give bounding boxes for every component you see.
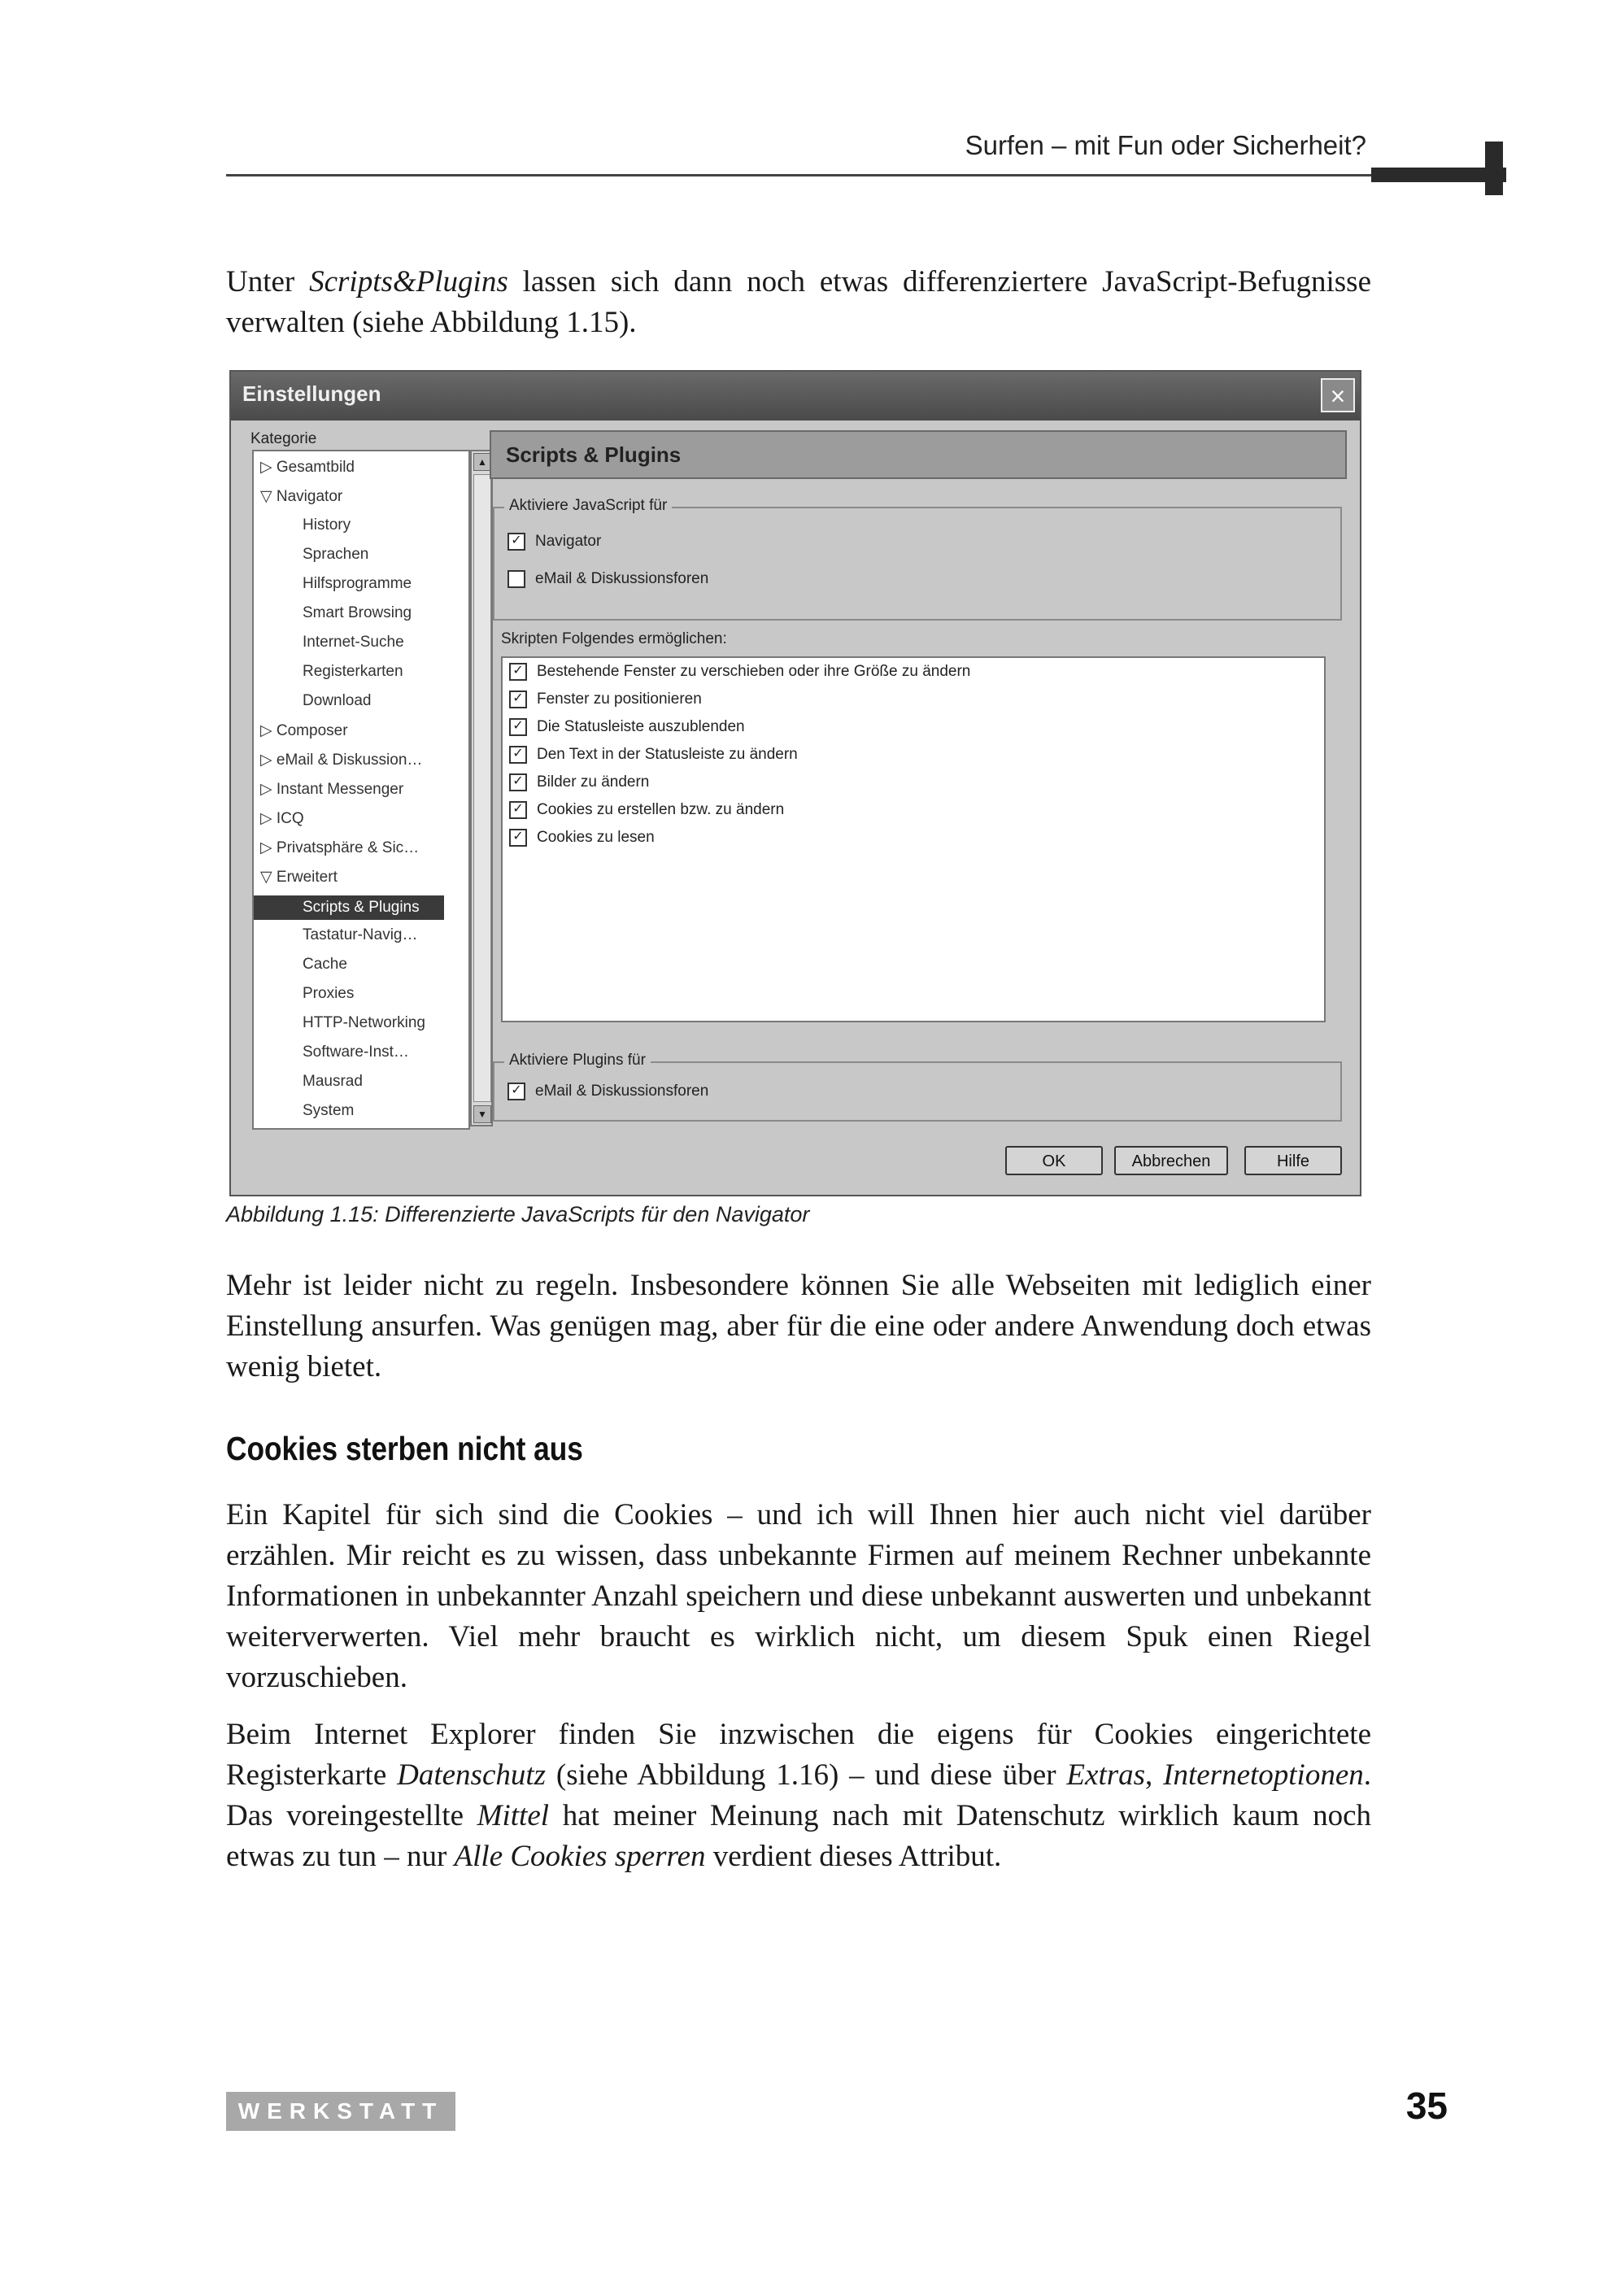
tree-item-gesamtbild[interactable]: ▷ Gesamtbild bbox=[260, 459, 355, 476]
js-email-option[interactable]: eMail & Diskussionsforen bbox=[507, 570, 708, 588]
tree-item-privacy[interactable]: ▷ Privatsphäre & Sic… bbox=[260, 839, 420, 856]
checkbox-images[interactable]: ✓ bbox=[509, 773, 527, 791]
javascript-group-label: Aktiviere JavaScript für bbox=[504, 497, 672, 515]
tree-item-proxies[interactable]: Proxies bbox=[303, 985, 355, 1002]
panel-title: Scripts & Plugins bbox=[506, 442, 682, 467]
script-option[interactable]: ✓ Cookies zu lesen bbox=[509, 829, 655, 847]
tree-item-download[interactable]: Download bbox=[303, 692, 372, 709]
tree-item-mausrad[interactable]: Mausrad bbox=[303, 1073, 363, 1090]
script-option[interactable]: ✓ Fenster zu positionieren bbox=[509, 691, 702, 708]
cancel-button[interactable]: Abbrechen bbox=[1114, 1146, 1228, 1175]
script-option[interactable]: ✓ Bestehende Fenster zu verschieben oder ihre Größe zu ändern bbox=[509, 663, 970, 681]
page-number: 35 bbox=[1405, 2085, 1448, 2127]
cookies-paragraph-2: Beim Internet Explorer finden Sie inzwischen die eigens für Cookies eingerichtete Registerkarte Datenschutz (siehe Abbildung 1.16) – und diese über Extras, Internetoptionen. Das voreingestellte Mittel hat meiner Meinung nach mit Datenschutz wirklich kaum noch etwas zu tun – nur Alle Cookies sperren verdient dieses Attribut. bbox=[226, 1718, 1372, 1873]
js-navigator-option[interactable]: ✓ Navigator bbox=[507, 533, 601, 551]
checkbox-email-js[interactable] bbox=[507, 570, 525, 588]
tree-item-history[interactable]: History bbox=[303, 516, 351, 534]
dialog-title: Einstellungen bbox=[242, 381, 381, 406]
category-tree[interactable] bbox=[252, 450, 470, 1130]
script-permissions-list[interactable] bbox=[501, 656, 1326, 1022]
tree-item-http-networking[interactable]: HTTP-Networking bbox=[303, 1014, 425, 1031]
plugins-group bbox=[493, 1052, 1342, 1122]
tree-item-navigator[interactable]: ▽ Navigator bbox=[260, 488, 343, 505]
intro-emphasis: Scripts&Plugins bbox=[309, 265, 508, 298]
tree-item-cache[interactable]: Cache bbox=[303, 956, 347, 973]
checkbox-status-text[interactable]: ✓ bbox=[509, 746, 527, 764]
tree-item-sprachen[interactable]: Sprachen bbox=[303, 546, 369, 563]
scroll-down-icon[interactable]: ▼ bbox=[473, 1105, 491, 1123]
close-button[interactable]: × bbox=[1321, 378, 1355, 412]
tree-scrollbar[interactable] bbox=[470, 450, 493, 1126]
tree-item-tastatur[interactable]: Tastatur-Navig… bbox=[303, 926, 418, 943]
tree-item-scripts-plugins[interactable]: Scripts & Plugins bbox=[254, 895, 444, 920]
scripts-allow-label: Skripten Folgendes ermöglichen: bbox=[501, 630, 727, 647]
category-label: Kategorie bbox=[250, 430, 317, 447]
tree-item-registerkarten[interactable]: Registerkarten bbox=[303, 663, 403, 680]
plugin-email-option[interactable]: ✓ eMail & Diskussionsforen bbox=[507, 1083, 708, 1100]
tree-item-erweitert[interactable]: ▽ Erweitert bbox=[260, 869, 338, 886]
tree-item-instant-messenger[interactable]: ▷ Instant Messenger bbox=[260, 781, 404, 798]
tree-item-internet-suche[interactable]: Internet-Suche bbox=[303, 634, 404, 651]
tree-item-icq[interactable]: ▷ ICQ bbox=[260, 810, 304, 827]
tree-item-hilfsprogramme[interactable]: Hilfsprogramme bbox=[303, 575, 412, 592]
help-button[interactable]: Hilfe bbox=[1244, 1146, 1342, 1175]
intro-paragraph: Unter Scripts&Plugins lassen sich dann noch etwas differenziertere JavaScript-Befugnisse verwalten (siehe Abbildung 1.15). bbox=[226, 265, 1372, 339]
running-header: Surfen – mit Fun oder Sicherheit? bbox=[965, 130, 1366, 160]
werkstatt-badge: WERKSTATT bbox=[226, 2092, 455, 2131]
tree-item-composer[interactable]: ▷ Composer bbox=[260, 722, 348, 739]
script-option[interactable]: ✓ Den Text in der Statusleiste zu ändern bbox=[509, 746, 798, 764]
checkbox-navigator[interactable]: ✓ bbox=[507, 533, 525, 551]
figure-caption: Abbildung 1.15: Differenzierte JavaScripts für den Navigator bbox=[226, 1202, 810, 1226]
checkbox-position[interactable]: ✓ bbox=[509, 691, 527, 708]
tree-item-smart-browsing[interactable]: Smart Browsing bbox=[303, 604, 412, 621]
checkbox-move-resize[interactable]: ✓ bbox=[509, 663, 527, 681]
checkbox-cookies-read[interactable]: ✓ bbox=[509, 829, 527, 847]
script-option[interactable]: ✓ Die Statusleiste auszublenden bbox=[509, 718, 745, 736]
script-option[interactable]: ✓ Bilder zu ändern bbox=[509, 773, 649, 791]
checkbox-email-plugins[interactable]: ✓ bbox=[507, 1083, 525, 1100]
tree-item-software-inst[interactable]: Software-Inst… bbox=[303, 1043, 409, 1061]
ok-button[interactable]: OK bbox=[1005, 1146, 1103, 1175]
section-heading: Cookies sterben nicht aus bbox=[226, 1430, 583, 1467]
scroll-thumb[interactable] bbox=[473, 474, 491, 1102]
dialog-titlebar bbox=[231, 372, 1360, 420]
checkbox-hide-status[interactable]: ✓ bbox=[509, 718, 527, 736]
tree-item-email[interactable]: ▷ eMail & Diskussion… bbox=[260, 752, 423, 769]
scroll-up-icon[interactable]: ▲ bbox=[473, 453, 491, 471]
panel-header bbox=[490, 430, 1347, 479]
plugins-group-label: Aktiviere Plugins für bbox=[504, 1052, 651, 1070]
tree-item-system[interactable]: System bbox=[303, 1102, 355, 1119]
header-rule bbox=[226, 174, 1371, 176]
checkbox-cookies-write[interactable]: ✓ bbox=[509, 801, 527, 819]
settings-dialog-screenshot bbox=[229, 370, 1361, 1196]
cookies-paragraph-1: Ein Kapitel für sich sind die Cookies – und ich will Ihnen hier auch nicht viel darüber erzählen. Mir reicht es zu wissen, dass unbekannte Firmen auf meinem Rechner unbekannte Informationen in unbekannter Anzahl speichern und diese unbekannt auswerten und unbekannt weiterverwerten. Viel mehr braucht es wirklich nicht, um diesem Spuk einen Riegel vorzuschieben. bbox=[226, 1498, 1371, 1694]
header-thumb-tab bbox=[1485, 142, 1503, 195]
after-figure-paragraph: Mehr ist leider nicht zu regeln. Insbesondere können Sie alle Webseiten mit lediglich einer Einstellung ansurfen. Was genügen mag, aber für die eine oder andere Anwendung doch etwas wenig bietet. bbox=[226, 1269, 1371, 1383]
javascript-group bbox=[493, 497, 1342, 621]
script-option[interactable]: ✓ Cookies zu erstellen bzw. zu ändern bbox=[509, 801, 784, 819]
